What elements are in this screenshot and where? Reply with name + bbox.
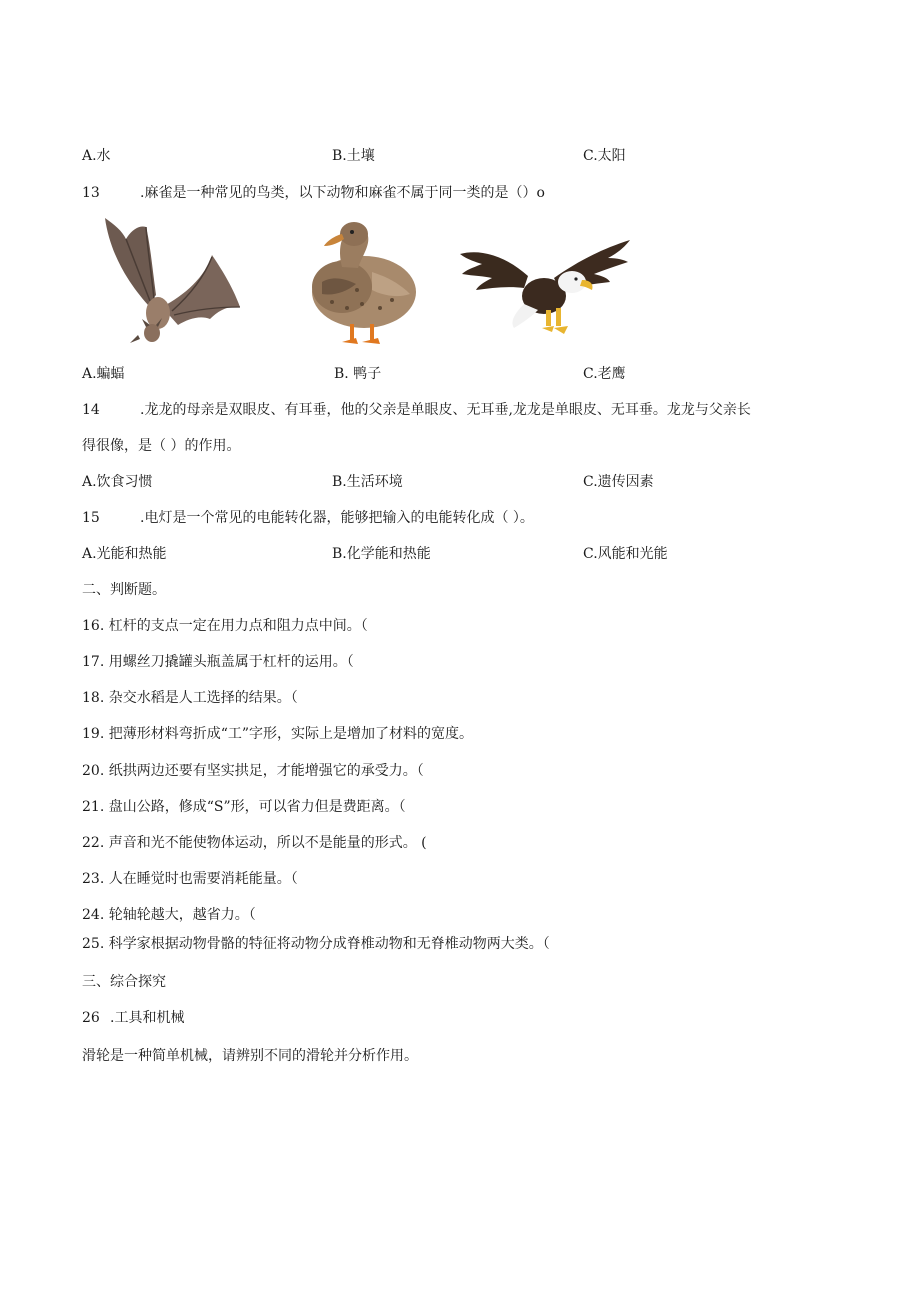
q15-option-c: C.风能和光能 [583, 546, 668, 562]
q12-option-b: B.土壤 [332, 148, 375, 164]
q14-option-c: C.遗传因素 [583, 474, 654, 490]
q15-option-b: B.化学能和热能 [332, 546, 431, 562]
q15-option-a: A.光能和热能 [82, 546, 167, 562]
q13-number: 13 [82, 185, 100, 201]
q14-question-line1: .龙龙的母亲是双眼皮、有耳垂，他的父亲是单眼皮、无耳垂,龙龙是单眼皮、无耳垂。龙龙与父亲长 [140, 402, 751, 418]
tf-item-24: 24. 轮轴轮越大，越省力。（ [82, 907, 256, 923]
tf-item-19: 19. 把薄形材料弯折成“工”字形，实际上是增加了材料的宽度。 [82, 726, 474, 742]
tf-item-16: 16. 杠杆的支点一定在用力点和阻力点中间。（ [82, 618, 368, 634]
q26-text: 滑轮是一种简单机械，请辨别不同的滑轮并分析作用。 [82, 1048, 418, 1064]
duck-image [302, 212, 422, 347]
q13-option-a: A.蝙蝠 [82, 366, 125, 382]
tf-item-17: 17. 用螺丝刀撬罐头瓶盖属于杠杆的运用。（ [82, 654, 354, 670]
tf-item-23: 23. 人在睡觉时也需要消耗能量。（ [82, 871, 298, 887]
q14-number: 14 [82, 402, 100, 418]
q26-title: .工具和机械 [110, 1010, 185, 1026]
bat-image [100, 215, 245, 350]
section3-title: 三、综合探究 [82, 974, 166, 990]
q14-question-line2: 得很像，是（ ）的作用。 [82, 438, 241, 454]
q13-option-b: B. 鸭子 [334, 366, 382, 382]
tf-item-20: 20. 纸拱两边还要有坚实拱足，才能增强它的承受力。（ [82, 763, 424, 779]
tf-item-18: 18. 杂交水稻是人工选择的结果。（ [82, 690, 298, 706]
q14-option-a: A.饮食习惯 [82, 474, 153, 490]
tf-item-21: 21. 盘山公路，修成“S”形，可以省力但是费距离。（ [82, 799, 406, 815]
q13-option-c: C.老鹰 [583, 366, 626, 382]
q13-question-text: .麻雀是一种常见的鸟类，以下动物和麻雀不属于同一类的是（）o [140, 185, 545, 201]
tf-item-25: 25. 科学家根据动物骨骼的特征将动物分成脊椎动物和无脊椎动物两大类。（ [82, 936, 550, 952]
q14-option-b: B.生活环境 [332, 474, 403, 490]
q15-number: 15 [82, 510, 100, 526]
q26-number: 26 [82, 1010, 100, 1026]
section2-title: 二、判断题。 [82, 582, 166, 598]
q12-option-a: A.水 [82, 148, 111, 164]
eagle-image [458, 236, 633, 340]
tf-item-22: 22. 声音和光不能使物体运动，所以不是能量的形式。 ( [82, 835, 427, 851]
q15-question-text: .电灯是一个常见的电能转化器，能够把输入的电能转化成（ ）。 [140, 510, 534, 526]
q12-option-c: C.太阳 [583, 148, 626, 164]
